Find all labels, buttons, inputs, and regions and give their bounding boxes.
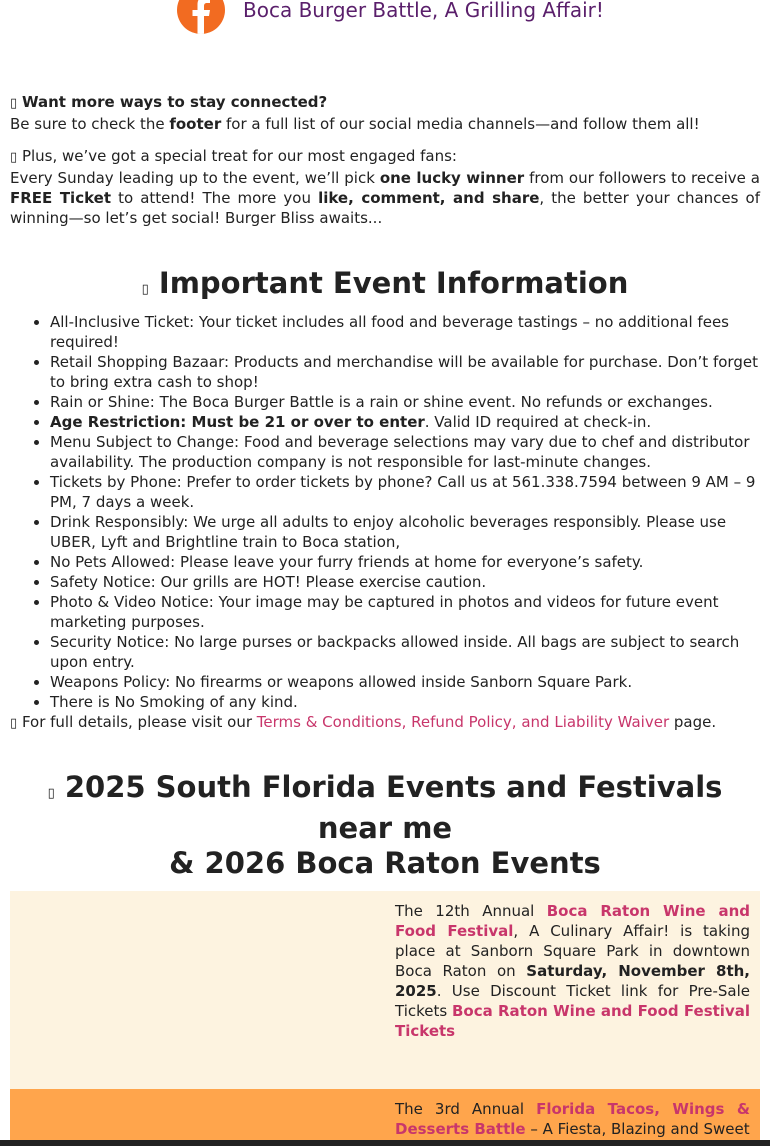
- tacos-wings-battle-link[interactable]: Florida Tacos, Wings & Desserts Battle: [395, 1100, 750, 1138]
- events-section: [10, 770, 760, 881]
- list-item: • Photo & Video Notice: Your image may be captured in photos and videos for future event marketing purposes.: [50, 592, 760, 632]
- info-list: [10, 312, 760, 712]
- event-card-wine-food: [10, 891, 760, 1089]
- connect-line: Be sure to check the footer for a full list of our social media channels—and follow them all!: [10, 115, 700, 133]
- list-item: • Weapons Policy: No firearms or weapons allowed inside Sanborn Square Park.: [50, 672, 760, 692]
- wine-food-festival-link[interactable]: Boca Raton Wine and Food Festival: [395, 902, 750, 940]
- terms-link[interactable]: Terms & Conditions, Refund Policy, and Liability Waiver: [256, 713, 670, 731]
- info-heading: ▯ Important Event Information: [141, 266, 629, 300]
- event-card-text: The 3rd Annual Florida Tacos, Wings & Desserts Battle – A Fiesta, Blazing and Sweet: [395, 1100, 750, 1138]
- event-card-text: The 12th Annual Boca Raton Wine and Food Festival, A Culinary Affair! is taking place at Sanborn Square Park in downtown Boca Raton on Saturday, November 8th, 2025. Use Discount Ticket link for Pre-Sale Tickets Boca Raton Wine and Food Festival Tickets: [395, 902, 750, 1040]
- list-item: • Safety Notice: Our grills are HOT! Please exercise caution.: [50, 572, 760, 592]
- list-item: • Retail Shopping Bazaar: Products and merchandise will be available for purchase. Don’t forget to bring extra cash to shop!: [50, 352, 760, 392]
- special-intro: ▯ Plus, we’ve got a special treat for our most engaged fans:: [10, 147, 457, 165]
- wine-food-tickets-link[interactable]: Boca Raton Wine and Food Festival Tickets: [395, 1002, 750, 1040]
- list-item-age: • Age Restriction: Must be 21 or over to enter. Valid ID required at check-in.: [50, 412, 760, 432]
- emoji-glyph-icon: ▯: [47, 786, 55, 801]
- list-item: • All-Inclusive Ticket: Your ticket includes all food and beverage tastings – no additional fees required!: [50, 312, 760, 352]
- emoji-glyph-icon: ▯: [141, 282, 149, 297]
- connect-heading: ▯ Want more ways to stay connected?: [10, 93, 328, 111]
- details-line: ▯ For full details, please visit our Terms & Conditions, Refund Policy, and Liability Waiver page.: [10, 713, 717, 731]
- list-item: • There is No Smoking of any kind.: [50, 692, 760, 712]
- list-item: • Menu Subject to Change: Food and beverage selections may vary due to chef and distributor availability. The production company is not responsible for last-minute changes.: [50, 432, 760, 472]
- list-item: • Rain or Shine: The Boca Burger Battle is a rain or shine event. No refunds or exchanges.: [50, 392, 760, 412]
- emoji-glyph-icon: ▯: [10, 150, 18, 165]
- facebook-link[interactable]: [177, 0, 604, 34]
- list-item: • Security Notice: No large purses or backpacks allowed inside. All bags are subject to search upon entry.: [50, 632, 760, 672]
- event-card-tacos-wings: [10, 1089, 760, 1146]
- list-item: • No Pets Allowed: Please leave your furry friends at home for everyone’s safety.: [50, 552, 760, 572]
- facebook-icon[interactable]: [177, 0, 225, 34]
- facebook-label[interactable]: Boca Burger Battle, A Grilling Affair!: [243, 0, 604, 22]
- special-section: [10, 146, 760, 228]
- bottom-bar: [0, 1140, 770, 1146]
- emoji-glyph-icon: ▯: [10, 96, 18, 111]
- special-text: Every Sunday leading up to the event, we’ll pick one lucky winner from our followers to receive a FREE Ticket to attend! The more you like, comment, and share, the better your chances of winning—so let’s get social! Burger Bliss awaits...: [10, 169, 760, 227]
- events-heading: ▯ 2025 South Florida Events and Festivals near me & 2026 Boca Raton Events: [47, 770, 723, 880]
- list-item: • Drink Responsibly: We urge all adults to enjoy alcoholic beverages responsibly. Please use UBER, Lyft and Brightline train to Boca station,: [50, 512, 760, 552]
- emoji-glyph-icon: ▯: [10, 716, 18, 731]
- list-item: • Tickets by Phone: Prefer to order tickets by phone? Call us at 561.338.7594 between 9 AM – 9 PM, 7 days a week.: [50, 472, 760, 512]
- connect-section: [10, 92, 760, 134]
- info-section: [10, 266, 760, 734]
